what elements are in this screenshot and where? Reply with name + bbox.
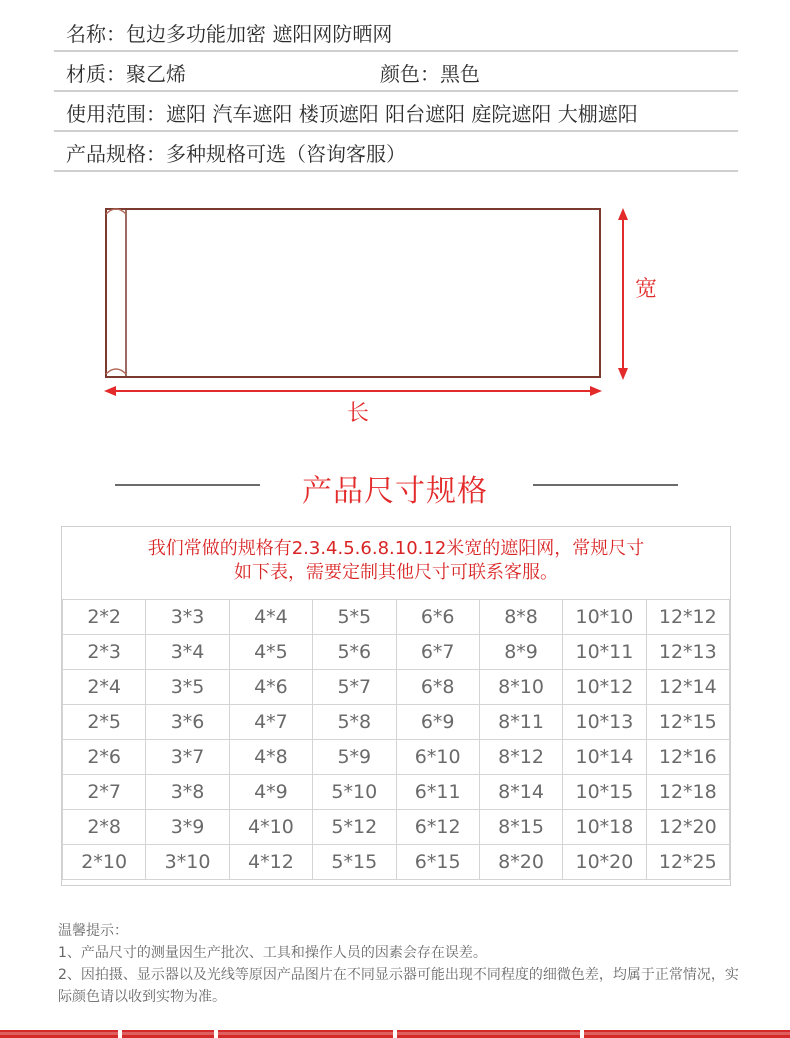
tips-line-1: 1、产品尺寸的测量因生产批次、工具和操作人员的因素会存在误差。 <box>58 945 487 961</box>
size-cell: 3*9 <box>146 810 229 845</box>
size-cell: 5*10 <box>313 775 396 810</box>
size-cell: 2*10 <box>63 845 146 880</box>
size-cell: 10*11 <box>563 635 646 670</box>
size-cell: 6*12 <box>396 810 479 845</box>
footer-border <box>0 1030 790 1038</box>
size-cell: 8*11 <box>479 705 562 740</box>
tips <box>58 920 748 1008</box>
size-cell: 2*3 <box>63 635 146 670</box>
tips-title: 温馨提示： <box>58 923 128 939</box>
size-cell: 12*18 <box>646 775 729 810</box>
size-cell: 2*8 <box>63 810 146 845</box>
size-cell: 2*7 <box>63 775 146 810</box>
size-cell: 3*5 <box>146 670 229 705</box>
size-note <box>62 537 730 585</box>
size-cell: 4*4 <box>229 600 312 635</box>
size-cell: 4*10 <box>229 810 312 845</box>
size-cell: 10*20 <box>563 845 646 880</box>
spec-row-name <box>54 12 738 52</box>
size-row <box>63 600 730 635</box>
size-cell: 5*6 <box>313 635 396 670</box>
section-title: 产品尺寸规格 <box>302 474 488 509</box>
tips-line-2: 2、因拍摄、显示器以及光线等原因产品图片在不同显示器可能出现不同程度的细微色差，均属于正常情况，实际颜色请以收到实物为准。 <box>58 967 739 1005</box>
size-cell: 5*12 <box>313 810 396 845</box>
size-cell: 5*7 <box>313 670 396 705</box>
size-row <box>63 635 730 670</box>
size-cell: 4*5 <box>229 635 312 670</box>
size-cell: 8*12 <box>479 740 562 775</box>
size-row <box>63 705 730 740</box>
size-cell: 2*2 <box>63 600 146 635</box>
dimension-diagram <box>0 190 790 440</box>
size-cell: 4*6 <box>229 670 312 705</box>
size-cell: 8*8 <box>479 600 562 635</box>
size-cell: 5*8 <box>313 705 396 740</box>
width-arrowhead-top <box>618 208 628 220</box>
title-divider-right <box>533 484 678 486</box>
size-cell: 10*18 <box>563 810 646 845</box>
width-label: 宽 <box>634 277 658 302</box>
size-cell: 3*4 <box>146 635 229 670</box>
width-arrowhead-bottom <box>618 368 628 380</box>
size-row <box>63 740 730 775</box>
spec-row-usage <box>54 92 738 132</box>
size-cell: 6*9 <box>396 705 479 740</box>
size-row <box>63 845 730 880</box>
length-label: 长 <box>346 401 370 426</box>
size-cell: 5*9 <box>313 740 396 775</box>
size-cell: 8*10 <box>479 670 562 705</box>
size-row <box>63 775 730 810</box>
size-cell: 3*10 <box>146 845 229 880</box>
size-cell: 3*7 <box>146 740 229 775</box>
size-cell: 12*16 <box>646 740 729 775</box>
length-arrowhead-right <box>590 386 602 396</box>
size-cell: 4*9 <box>229 775 312 810</box>
size-cell: 6*10 <box>396 740 479 775</box>
spec-row-sizes <box>54 132 738 172</box>
spec-sizes: 产品规格：多种规格可选（咨询客服） <box>66 142 406 166</box>
size-cell: 12*25 <box>646 845 729 880</box>
size-cell: 3*3 <box>146 600 229 635</box>
size-cell: 12*13 <box>646 635 729 670</box>
spec-usage: 使用范围：遮阳 汽车遮阳 楼顶遮阳 阳台遮阳 庭院遮阳 大棚遮阳 <box>66 102 638 126</box>
size-cell: 4*7 <box>229 705 312 740</box>
spec-material: 材质：聚乙烯 <box>66 62 186 86</box>
size-cell: 4*12 <box>229 845 312 880</box>
net-frame <box>106 209 600 377</box>
size-cell: 2*4 <box>63 670 146 705</box>
size-row <box>63 810 730 845</box>
spec-row-material-color <box>54 52 738 92</box>
size-cell: 2*5 <box>63 705 146 740</box>
size-row <box>63 670 730 705</box>
size-cell: 12*14 <box>646 670 729 705</box>
size-cell: 6*15 <box>396 845 479 880</box>
length-arrowhead-left <box>104 386 116 396</box>
size-cell: 5*5 <box>313 600 396 635</box>
size-grid <box>62 599 730 880</box>
size-cell: 2*6 <box>63 740 146 775</box>
size-cell: 8*15 <box>479 810 562 845</box>
size-table-box <box>61 526 731 886</box>
size-cell: 5*15 <box>313 845 396 880</box>
size-cell: 10*13 <box>563 705 646 740</box>
size-cell: 10*12 <box>563 670 646 705</box>
size-cell: 6*6 <box>396 600 479 635</box>
size-cell: 8*14 <box>479 775 562 810</box>
size-cell: 12*15 <box>646 705 729 740</box>
size-cell: 8*20 <box>479 845 562 880</box>
size-cell: 3*8 <box>146 775 229 810</box>
size-cell: 10*14 <box>563 740 646 775</box>
size-cell: 8*9 <box>479 635 562 670</box>
size-cell: 10*15 <box>563 775 646 810</box>
size-cell: 12*20 <box>646 810 729 845</box>
spec-name: 名称：包边多功能加密 遮阳网防晒网 <box>66 22 393 46</box>
size-cell: 3*6 <box>146 705 229 740</box>
size-note-line-1: 我们常做的规格有2.3.4.5.6.8.10.12米宽的遮阳网，常规尺寸 <box>147 538 645 559</box>
size-cell: 4*8 <box>229 740 312 775</box>
size-cell: 6*8 <box>396 670 479 705</box>
size-cell: 12*12 <box>646 600 729 635</box>
size-cell: 6*7 <box>396 635 479 670</box>
size-cell: 10*10 <box>563 600 646 635</box>
size-note-line-2: 如下表，需要定制其他尺寸可联系客服。 <box>234 562 558 583</box>
spec-color: 颜色：黑色 <box>380 62 480 86</box>
size-cell: 6*11 <box>396 775 479 810</box>
